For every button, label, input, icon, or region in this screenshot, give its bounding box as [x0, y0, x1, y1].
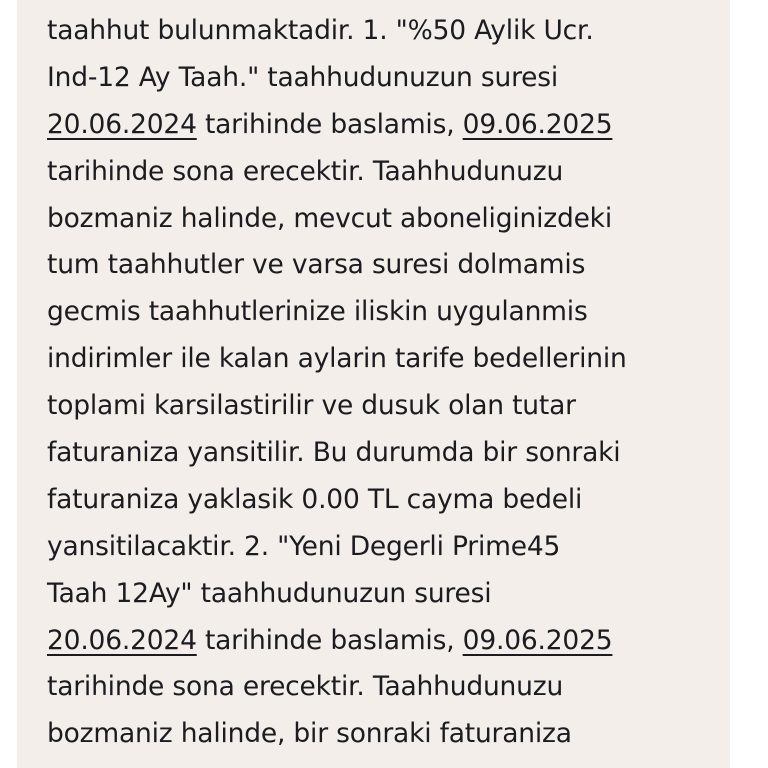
message-text: faturaniza yansitilir. Bu durumda bir sonraki [47, 437, 621, 469]
message-line [47, 571, 707, 618]
message-line [47, 102, 707, 149]
message-line [47, 289, 707, 336]
message-text: bozmaniz halinde, mevcut aboneliginizdeki [47, 202, 612, 234]
date-link[interactable]: 20.06.2024 [47, 108, 197, 140]
message-text: tum taahhutler ve varsa suresi dolmamis [47, 249, 586, 281]
message-text: indirimler ile kalan aylarin tarife bedellerinin [47, 343, 627, 375]
message-text: tarihinde sona erecektir. Taahhudunuzu [47, 671, 564, 703]
message-line [47, 430, 707, 477]
date-link[interactable]: 09.06.2025 [462, 624, 613, 656]
message-text: tarihinde baslamis, [196, 624, 463, 656]
message-text: tarihinde baslamis, [196, 108, 463, 140]
message-line [47, 618, 707, 665]
message-body [47, 8, 707, 758]
message-text: bozmaniz halinde, bir sonraki faturaniza [47, 718, 572, 750]
message-text: taahhut bulunmaktadir. 1. "%50 Aylik Ucr. [47, 15, 594, 46]
message-text: tarihinde sona erecektir. Taahhudunuzu [47, 155, 564, 187]
message-line [47, 196, 707, 243]
message-line [47, 477, 707, 524]
message-line [47, 711, 707, 758]
message-text: toplami karsilastirilir ve dusuk olan tutar [47, 390, 576, 422]
message-text: gecmis taahhutlerinize iliskin uygulanmis [47, 296, 588, 328]
message-line [47, 55, 707, 102]
message-line [47, 149, 707, 196]
message-text: Ind-12 Ay Taah." taahhudunuzun suresi [47, 61, 559, 93]
message-line [47, 664, 707, 711]
date-link[interactable]: 09.06.2025 [462, 108, 613, 140]
message-text: faturaniza yaklasik 0.00 TL cayma bedeli [47, 483, 583, 515]
message-text: yansitilacaktir. 2. "Yeni Degerli Prime45 [47, 530, 561, 562]
message-line [47, 383, 707, 430]
message-line [47, 524, 707, 571]
date-link[interactable]: 20.06.2024 [47, 624, 197, 656]
message-line [47, 336, 707, 383]
message-text: Taah 12Ay" taahhudunuzun suresi [47, 577, 492, 609]
message-line [47, 242, 707, 289]
message-line [47, 8, 707, 55]
